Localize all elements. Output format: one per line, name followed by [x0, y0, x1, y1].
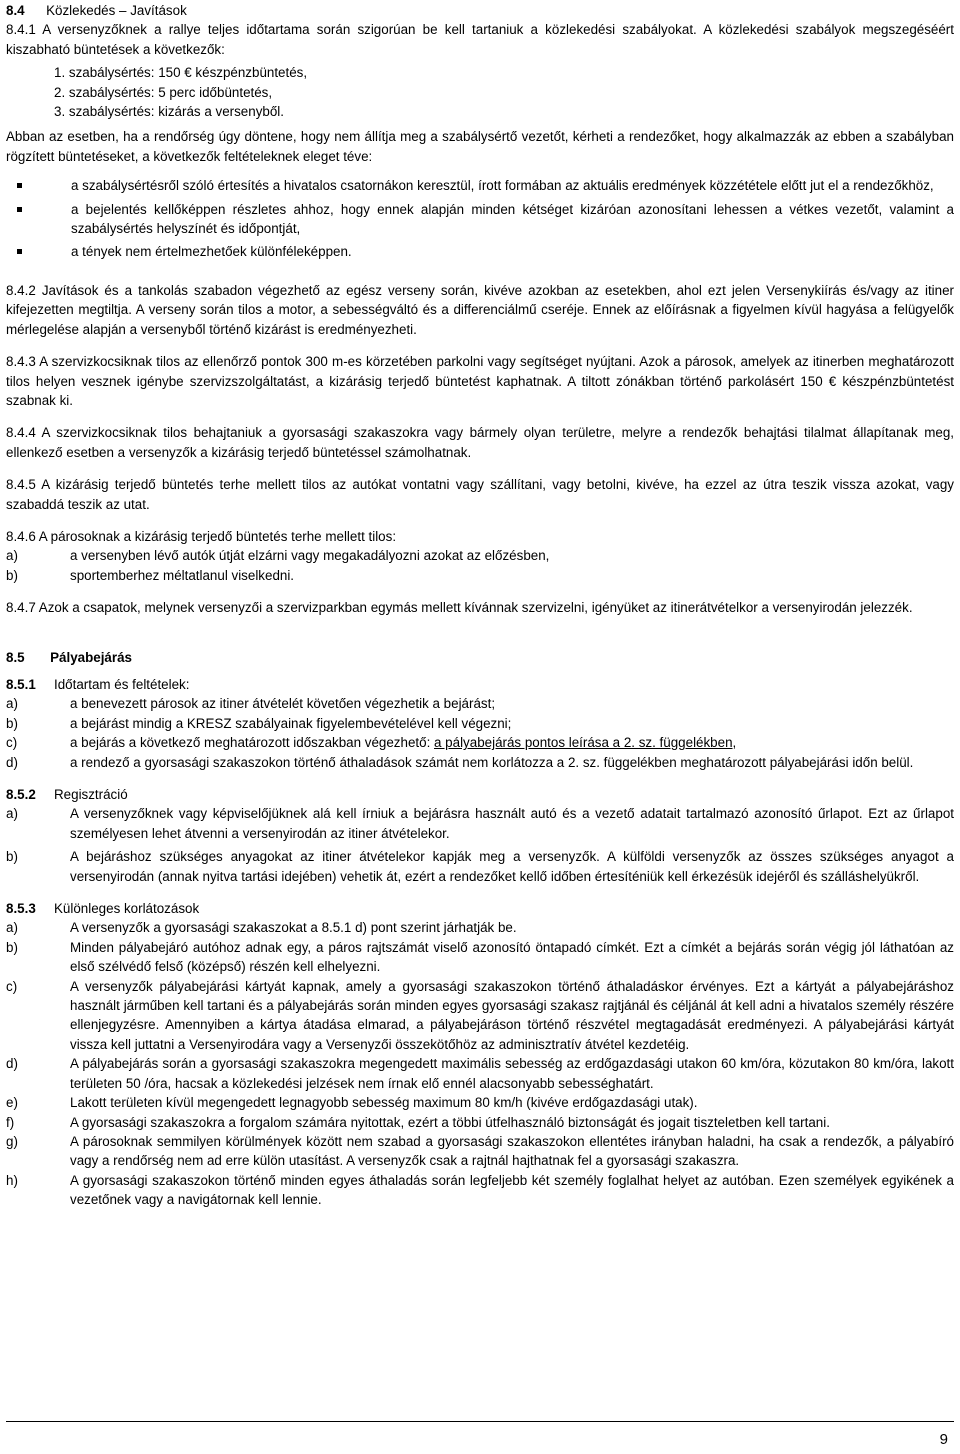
section-title: Közlekedés – Javítások: [46, 3, 187, 18]
paragraph-police: Abban az esetben, ha a rendőrség úgy döntene, hogy nem állítja meg a szabálysértő vezetőt, kérheti a rendezőket, hogy alkalmazzák az ebben a szabályban rögzített büntetéseket, a következők feltételeknek eleget téve:: [6, 129, 954, 164]
list-item: b) A bejáráshoz szükséges anyagokat az itiner átvételekor kapják meg a versenyzők. A külföldi versenyzők az összes szükséges anyagot a versenyirodán (annak nyitva tartási idejében) vehetik át, ezért a rendezőket kellő időben értesíténiük kell érkezésük idejéről és szálláshelyükről.: [6, 849, 954, 884]
list-item: a) a benevezett párosok az itiner átvételét követően végezhetik a bejárást;: [6, 696, 496, 712]
subsection-heading-8-5-1: 8.5.1 Időtartam és feltételek:: [6, 676, 190, 692]
condition-list: [6, 176, 954, 262]
list-item: f) A gyorsasági szakaszokra a forgalom számára nyitottak, ezért a többi útfelhasználó biztonságát és jogait tiszteletben kell tartani.: [6, 1114, 830, 1130]
section-number: 8.4: [6, 3, 25, 18]
list-item: a) A versenyzőknek vagy képviselőjüknek alá kell írniuk a bejárásra használt autó és a vezető adatait tartalmazó azonosító űrlapot. Ezt az űrlapot személyesen lehet átvenni a versenyirodán az itiner átvételekor.: [6, 806, 954, 841]
page-number: 9: [939, 1431, 948, 1448]
subsection-heading-8-5-3: 8.5.3 Különleges korlátozások: [6, 901, 200, 917]
paragraph-8-4-3: 8.4.3 A szervizkocsiknak tilos az ellenőrző pontok 300 m-es körzetében parkolni vagy segítséget nyújtani. Azok a párosok, amelyek az itinerben meghatározott tilos helyen vesznek igénybe szervizszolgáltatást, a kizárásig terjedő büntetést kaphatnak. A tiltott zónákban történő parkolásért 150 € készpénzbüntetést szabnak ki.: [6, 354, 954, 408]
section-heading-8-4: [6, 1, 954, 20]
footer-divider: [6, 1421, 954, 1422]
penalty-list: [54, 63, 954, 121]
penalty-item: 1. szabálysértés: 150 € készpénzbüntetés,: [54, 65, 308, 81]
paragraph-8-4-4: 8.4.4 A szervizkocsiknak tilos behajtaniuk a gyorsasági szakaszokra vagy bármely olyan területre, melyre a rendezők behajtási tilalmat állapítanak meg, ellenkező esetben a versenyzők a kizárásig terjedő büntetéssel számolhatnak.: [6, 425, 954, 460]
registration-list: [6, 804, 954, 886]
appendix-link-text: a pályabejárás pontos leírása a 2. sz. függelékben: [434, 735, 733, 751]
restrictions-list: [6, 918, 954, 1209]
list-item: c) a bejárás a következő meghatározott időszakban végezhető: a pályabejárás pontos leírása a 2. sz. függelékben,: [6, 735, 737, 751]
paragraph-8-4-5: 8.4.5 A kizárásig terjedő büntetés terhe mellett tilos az autókat vontatni vagy szállítani, vagy betolni, kivéve, ha ezzel az útra teszik vissza azokat, vagy szabaddá teszik az utat.: [6, 477, 954, 512]
paragraph-8-4-6: 8.4.6 A párosoknak a kizárásig terjedő büntetés terhe mellett tilos:: [6, 528, 397, 544]
section-heading-8-5: [6, 648, 954, 667]
list-item: b) Minden pályabejáró autóhoz adnak egy, a páros rajtszámát viselő azonosító öntapadó címkét. Ezt a címkét a bejárás során végig jól láthatóan az első szélvédő felső (középső) részén kell elhelyezni.: [6, 939, 954, 975]
penalty-item: 3. szabálysértés: kizárás a versenyből.: [54, 104, 284, 120]
list-item: d) A pályabejárás során a gyorsasági szakaszokra megengedett maximális sebesség az erdőgazdasági utakon 60 km/óra, közutakon 80 km/óra, lakott területen 50 /óra, hacsak a közlekedési jelzések nem írnak elő ennél alacsonyabb sebességhatárt.: [6, 1056, 954, 1091]
list-item: a) a versenyben lévő autók útját elzárni vagy megakadályozni azokat az előzésben,: [6, 548, 550, 564]
condition-item: a tények nem értelmezhetőek különféleképpen.: [6, 242, 954, 261]
condition-item: a bejelentés kellőképpen részletes ahhoz, hogy ennek alapján minden kétséget kizáróan azonosítani lehessen a vétkes vezetőt, valamint a szabálysértés helyszínét és időpontját,: [6, 200, 954, 239]
list-item: g) A párosoknak semmilyen körülmények között nem szabad a gyorsasági szakaszokon ellentétes irányban haladni, ha csak a rendezők, a pályabíró vagy a rendőrség nem ad erre külön utasítást. A versenyzők csak a rajtnál hajthatnak fel a gyorsasági szakaszra.: [6, 1133, 954, 1169]
square-bullet-icon: [17, 183, 22, 188]
paragraph-8-4-1: 8.4.1 A versenyzőknek a rallye teljes időtartama során szigorúan be kell tartaniuk a közlekedési szabályokat. A közlekedési szabályok megszegéséért kiszabható büntetések a következők:: [6, 22, 954, 57]
section-number: 8.5: [6, 649, 25, 665]
list-item: b) sportemberhez méltatlanul viselkedni.: [6, 567, 295, 583]
prohibited-list: [6, 546, 954, 585]
list-item: a) A versenyzők a gyorsasági szakaszokat a 8.5.1 d) pont szerint járhatják be.: [6, 920, 517, 936]
subsection-heading-8-5-2: 8.5.2 Regisztráció: [6, 787, 128, 802]
condition-item: a szabálysértésről szóló értesítés a hivatalos csatornákon keresztül, írott formában az aktuális eredmények közzététele előtt jut el a rendezőkhöz,: [6, 176, 954, 195]
square-bullet-icon: [17, 207, 22, 212]
square-bullet-icon: [17, 249, 22, 254]
section-title: Pályabejárás: [50, 649, 132, 665]
paragraph-8-4-7: 8.4.7 Azok a csapatok, melynek versenyzői a szervizparkban egymás mellett kívánnak szervizelni, igényüket az itinerátvételkor a versenyirodán jelezzék.: [6, 600, 913, 616]
penalty-item: 2. szabálysértés: 5 perc időbüntetés,: [54, 84, 273, 100]
conditions-list: [6, 694, 954, 772]
document-page: [6, 1, 954, 1210]
list-item: h) A gyorsasági szakaszokon történő minden egyes áthaladás során legfeljebb két személy foglalhat helyet az autóban. Ezen személyek egyikének a vezetőnek vagy a navigátornak kell lennie.: [6, 1172, 954, 1208]
list-item: b) a bejárást mindig a KRESZ szabályainak figyelembevételével kell végezni;: [6, 715, 512, 731]
list-item: c) A versenyzők pályabejárási kártyát kapnak, amely a gyorsasági szakaszokon történő áthaladáskor érvényes. Ezt a kártyát a pályabejáráshoz használt járműben kell tartani és a pályabejárás során minden egyes gyorsasági szakasz rajtjánál és céljánál át kell adni a hivatalos személy részére ellenjegyzésre. Amennyiben a kártya átadása elmarad, a pályabejáráson történő részvétel megtagadását eredményezi. A pályabejárási kártyát vissza kell juttatni a Versenyirodára vagy a Versenyzői összekötőhöz az adminisztratív átvétel kezdetéig.: [6, 978, 954, 1052]
paragraph-8-4-2: 8.4.2 Javítások és a tankolás szabadon végezhető az egész verseny során, kivéve azokban az esetekben, ahol ezt jelen Versenykiírás és/vagy az itiner kifejezetten megtiltja. A verseny során tilos a motor, a sebességváltó és a differenciálmű cseréje. Ennek az előírásnak a figyelmen kívül hagyása a felügyelők mérlegelése alapján a versenyből történő kizárást is eredményezheti.: [6, 282, 954, 337]
list-item: d) a rendező a gyorsasági szakaszokon történő áthaladások számát nem korlátozza a 2. sz. függelékben meghatározott pályabejárási időn belül.: [6, 754, 914, 770]
list-item: e) Lakott területen kívül megengedett legnagyobb sebesség maximum 80 km/h (kivéve erdőgazdasági utak).: [6, 1095, 698, 1111]
